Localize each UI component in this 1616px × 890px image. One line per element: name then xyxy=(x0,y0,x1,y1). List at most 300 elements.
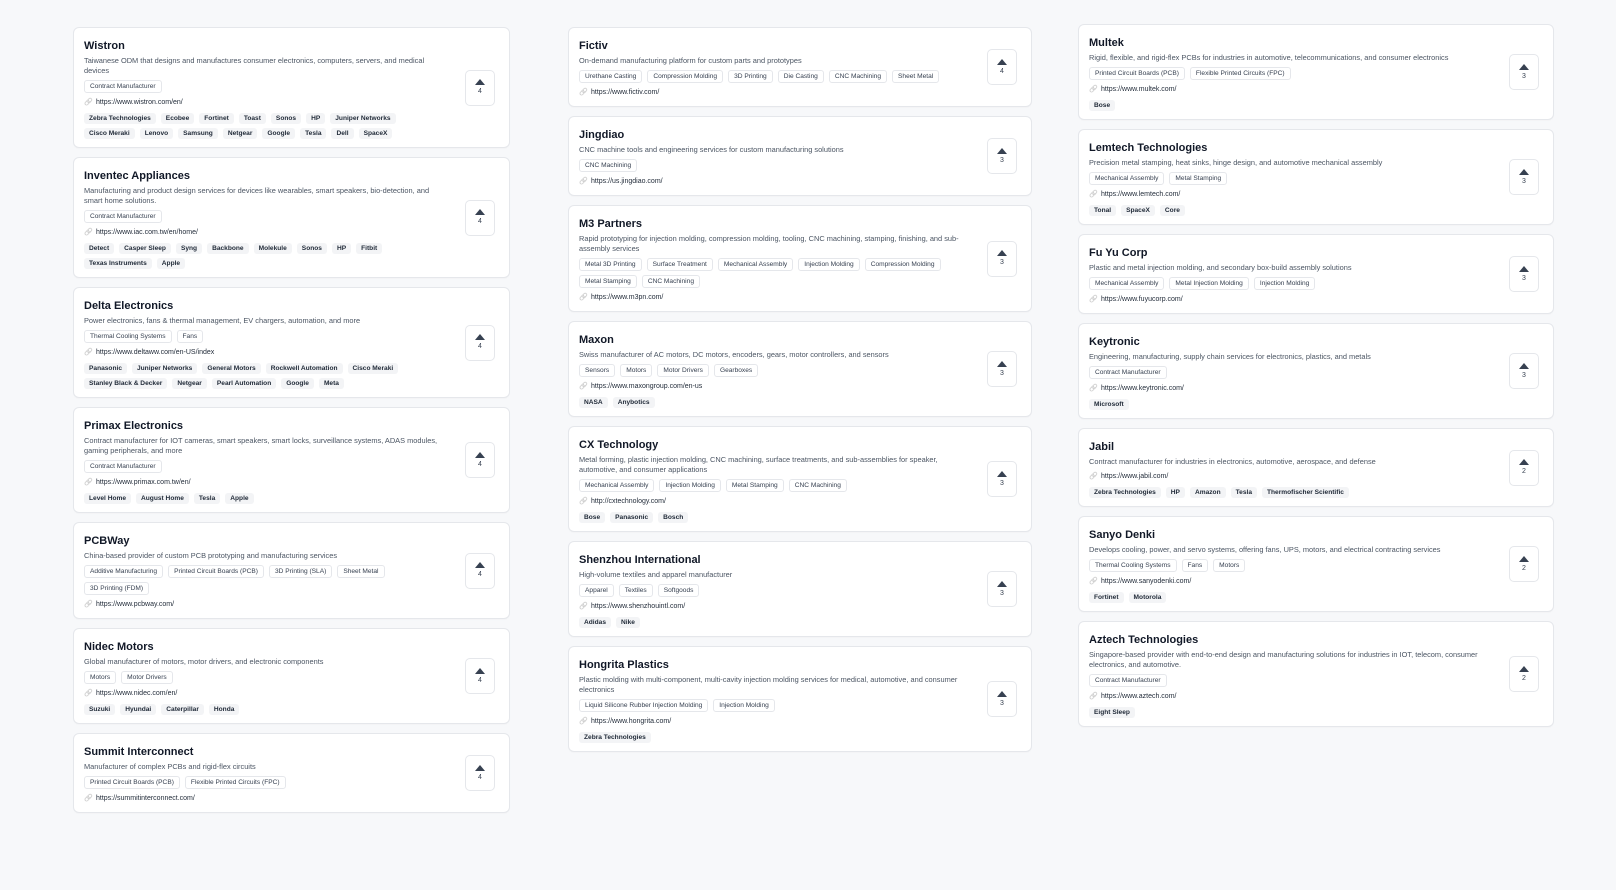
customer-tag[interactable]: Stanley Black & Decker xyxy=(84,378,167,389)
customer-tag[interactable]: Sonos xyxy=(297,243,327,254)
customer-tag[interactable]: Tonal xyxy=(1089,205,1116,216)
company-card[interactable] xyxy=(1078,234,1554,314)
customer-tag[interactable]: General Motors xyxy=(202,363,260,374)
website-url[interactable]: https://www.shenzhouintl.com/ xyxy=(591,603,686,610)
category-tags xyxy=(1089,366,1493,379)
website-link[interactable] xyxy=(84,228,449,238)
category-tags xyxy=(1089,67,1493,80)
upvote-count: 2 xyxy=(1522,674,1526,682)
category-tag[interactable]: Printed Circuit Boards (PCB) xyxy=(1089,67,1185,80)
website-link[interactable] xyxy=(84,478,449,488)
customer-tag[interactable]: Nike xyxy=(616,617,640,628)
link-icon: 🔗 xyxy=(1089,578,1098,585)
customer-tag[interactable]: Apple xyxy=(157,258,185,269)
customer-tag[interactable]: Thermofischer Scientific xyxy=(1262,487,1349,498)
category-tag[interactable]: Textiles xyxy=(619,584,653,597)
customer-tag[interactable]: Hyundai xyxy=(120,704,156,715)
link-icon: 🔗 xyxy=(579,89,588,96)
category-tag[interactable]: Mechanical Assembly xyxy=(1089,277,1164,290)
upvote-arrow-icon xyxy=(475,668,485,674)
customer-tag[interactable]: Cisco Meraki xyxy=(84,128,135,139)
website-url[interactable]: https://www.maxongroup.com/en-us xyxy=(591,383,703,390)
upvote-count: 4 xyxy=(478,218,482,225)
category-tags xyxy=(579,699,971,712)
category-tag[interactable]: CNC Machining xyxy=(789,479,847,492)
customer-tag[interactable]: Zebra Technologies xyxy=(84,113,156,124)
company-card[interactable] xyxy=(568,27,1032,107)
category-tag[interactable]: Compression Molding xyxy=(865,258,941,271)
customer-tag[interactable]: HP xyxy=(332,243,351,254)
website-url[interactable]: https://www.jabil.com/ xyxy=(1101,473,1169,480)
customer-tag[interactable]: Juniper Networks xyxy=(132,363,197,374)
category-tag[interactable]: Gearboxes xyxy=(714,364,758,377)
company-description: China-based provider of custom PCB prototyping and manufacturing services xyxy=(84,551,338,560)
upvote-button[interactable] xyxy=(987,138,1017,174)
category-tag[interactable]: Contract Manufacturer xyxy=(84,210,162,223)
customer-tag[interactable]: Panasonic xyxy=(610,512,653,523)
website-url[interactable]: https://www.pcbway.com/ xyxy=(96,601,175,608)
website-link[interactable] xyxy=(579,88,971,98)
website-link[interactable] xyxy=(579,177,971,187)
company-name[interactable]: Summit Interconnect xyxy=(84,746,194,758)
website-url[interactable]: https://www.fuyucorp.com/ xyxy=(1101,296,1183,303)
customer-tag[interactable]: Backbone xyxy=(207,243,249,254)
company-card[interactable] xyxy=(568,321,1032,417)
company-name[interactable]: Jabil xyxy=(1089,441,1115,453)
website-url[interactable]: https://www.aztech.com/ xyxy=(1101,693,1177,700)
category-tag[interactable]: 3D Printing (SLA) xyxy=(269,565,332,578)
company-card[interactable] xyxy=(73,157,510,278)
upvote-count: 3 xyxy=(1522,177,1526,185)
company-name[interactable]: Multek xyxy=(1089,37,1124,49)
website-url[interactable]: https://www.sanyodenki.com/ xyxy=(1101,578,1192,585)
upvote-arrow-icon xyxy=(1519,459,1529,465)
upvote-arrow-icon xyxy=(475,765,485,771)
customer-tag[interactable]: Bose xyxy=(1089,100,1115,111)
company-description: Power electronics, fans & thermal management, EV chargers, automation, and more xyxy=(84,316,361,325)
company-description: On-demand manufacturing platform for custom parts and prototypes xyxy=(579,56,802,65)
website-link[interactable] xyxy=(1089,384,1493,394)
link-icon: 🔗 xyxy=(84,601,93,608)
website-url[interactable]: https://www.deltaww.com/en-US/index xyxy=(96,349,215,356)
website-link[interactable] xyxy=(1089,85,1493,95)
company-name[interactable]: Fictiv xyxy=(579,40,608,52)
customer-tag[interactable]: Tesla xyxy=(194,493,220,504)
customer-tag[interactable]: Lenovo xyxy=(140,128,173,139)
category-tag[interactable]: Metal 3D Printing xyxy=(579,258,642,271)
customer-tag[interactable]: Apple xyxy=(225,493,253,504)
upvote-arrow-icon xyxy=(997,581,1007,587)
customer-tag[interactable]: Netgear xyxy=(223,128,258,139)
website-link[interactable] xyxy=(84,689,449,699)
link-icon: 🔗 xyxy=(579,383,588,390)
upvote-count: 4 xyxy=(1000,67,1004,75)
company-card[interactable] xyxy=(1078,428,1554,507)
category-tag[interactable]: Injection Molding xyxy=(798,258,859,271)
customer-tag[interactable]: Casper Sleep xyxy=(119,243,171,254)
category-tag[interactable]: Flexible Printed Circuits (FPC) xyxy=(1190,67,1291,80)
customer-tag[interactable]: Samsung xyxy=(178,128,218,139)
company-card[interactable] xyxy=(73,628,510,724)
category-tags xyxy=(84,210,449,223)
category-tag[interactable]: Apparel xyxy=(579,584,614,597)
website-link[interactable] xyxy=(579,382,971,392)
upvote-count: 3 xyxy=(1000,589,1004,597)
upvote-count: 4 xyxy=(478,460,482,468)
category-tag[interactable]: Mechanical Assembly xyxy=(579,479,654,492)
customer-tag[interactable]: Rockwell Automation xyxy=(266,363,343,374)
customer-tags xyxy=(1089,205,1493,216)
company-description: Plastic molding with multi-component, multi-cavity injection molding services for medical, automotive, and consumer electronics xyxy=(579,675,958,694)
category-tag[interactable]: Surface Treatment xyxy=(647,258,713,271)
upvote-arrow-icon xyxy=(475,209,485,215)
customer-tag[interactable]: Syng xyxy=(176,243,202,254)
website-url[interactable]: https://www.multek.com/ xyxy=(1101,86,1177,93)
website-link[interactable] xyxy=(579,602,971,612)
customer-tag[interactable]: Toast xyxy=(239,113,266,124)
company-card[interactable] xyxy=(73,27,510,148)
category-tag[interactable]: Additive Manufacturing xyxy=(84,565,163,578)
customer-tag[interactable]: SpaceX xyxy=(1121,205,1155,216)
upvote-count: 3 xyxy=(1000,156,1004,164)
upvote-arrow-icon xyxy=(997,691,1007,697)
link-icon: 🔗 xyxy=(1089,693,1098,700)
company-card[interactable] xyxy=(73,522,510,619)
website-url[interactable]: https://www.fictiv.com/ xyxy=(591,89,660,96)
company-name[interactable]: PCBWay xyxy=(84,535,130,547)
customer-tag[interactable]: Bosch xyxy=(658,512,688,523)
company-name[interactable]: Shenzhou International xyxy=(579,554,701,566)
upvote-button[interactable] xyxy=(465,325,495,361)
customer-tag[interactable]: Fortinet xyxy=(1089,592,1124,603)
company-name[interactable]: Jingdiao xyxy=(579,129,625,141)
company-name[interactable]: Nidec Motors xyxy=(84,641,154,653)
company-card[interactable] xyxy=(73,407,510,513)
column-middle xyxy=(568,27,1032,752)
category-tag[interactable]: Sheet Metal xyxy=(892,70,939,83)
customer-tag[interactable]: SpaceX xyxy=(359,128,393,139)
customer-tag[interactable]: Panasonic xyxy=(84,363,127,374)
category-tag[interactable]: Metal Stamping xyxy=(579,275,637,288)
company-card[interactable] xyxy=(568,116,1032,196)
company-name[interactable]: Sanyo Denki xyxy=(1089,529,1156,541)
category-tags xyxy=(1089,559,1493,572)
company-name[interactable]: Fu Yu Corp xyxy=(1089,247,1148,259)
category-tag[interactable]: Fans xyxy=(177,330,204,343)
customer-tag[interactable]: Fortinet xyxy=(199,113,234,124)
website-url[interactable]: http://cxtechnology.com/ xyxy=(591,498,666,505)
customer-tag[interactable]: Motorola xyxy=(1129,592,1167,603)
customer-tag[interactable]: August Home xyxy=(136,493,189,504)
customer-tag[interactable]: Meta xyxy=(319,378,344,389)
company-name[interactable]: Primax Electronics xyxy=(84,420,184,432)
category-tag[interactable]: Urethane Casting xyxy=(579,70,642,83)
website-url[interactable]: https://www.primax.com.tw/en/ xyxy=(96,479,191,486)
upvote-count: 3 xyxy=(1000,259,1004,266)
category-tags xyxy=(84,671,449,684)
website-link[interactable] xyxy=(84,98,449,108)
category-tag[interactable]: 3D Printing xyxy=(728,70,773,83)
category-tag[interactable]: Sensors xyxy=(579,364,615,377)
link-icon: 🔗 xyxy=(579,294,588,301)
customer-tag[interactable]: Microsoft xyxy=(1089,399,1129,410)
category-tag[interactable]: Thermal Cooling Systems xyxy=(84,330,172,343)
category-tag[interactable]: Sheet Metal xyxy=(337,565,384,578)
customer-tag[interactable]: NASA xyxy=(579,397,608,408)
category-tag[interactable]: Contract Manufacturer xyxy=(1089,366,1167,379)
company-card[interactable] xyxy=(1078,621,1554,727)
upvote-button[interactable] xyxy=(987,461,1017,497)
category-tag[interactable]: Die Casting xyxy=(778,70,824,83)
customer-tag[interactable]: Pearl Automation xyxy=(212,378,276,389)
customer-tag[interactable]: Sonos xyxy=(271,113,301,124)
upvote-arrow-icon xyxy=(997,250,1007,256)
upvote-count: 4 xyxy=(478,676,482,684)
link-icon: 🔗 xyxy=(1089,473,1098,480)
company-name[interactable]: Lemtech Technologies xyxy=(1089,142,1208,154)
category-tag[interactable]: Thermal Cooling Systems xyxy=(1089,559,1177,572)
upvote-button[interactable] xyxy=(1509,546,1539,582)
company-name[interactable]: Wistron xyxy=(84,40,125,52)
link-icon: 🔗 xyxy=(579,718,588,725)
customer-tag[interactable]: Molekule xyxy=(254,243,292,254)
customer-tag[interactable]: Google xyxy=(262,128,295,139)
customer-tag[interactable]: Caterpillar xyxy=(161,704,204,715)
upvote-button[interactable] xyxy=(987,571,1017,607)
customer-tag[interactable]: Adidas xyxy=(579,617,611,628)
company-card[interactable] xyxy=(1078,24,1554,120)
company-card[interactable] xyxy=(568,541,1032,637)
customer-tags xyxy=(579,512,971,523)
link-icon: 🔗 xyxy=(579,603,588,610)
company-name[interactable]: M3 Partners xyxy=(579,218,642,230)
category-tags xyxy=(84,460,449,473)
category-tag[interactable]: Printed Circuit Boards (PCB) xyxy=(168,565,264,578)
category-tag[interactable]: 3D Printing (FDM) xyxy=(84,582,149,595)
upvote-button[interactable] xyxy=(987,681,1017,717)
category-tag[interactable]: CNC Machining xyxy=(579,159,637,172)
customer-tag[interactable]: Fitbit xyxy=(356,243,382,254)
website-link[interactable] xyxy=(84,348,449,358)
category-tag[interactable]: Metal Injection Molding xyxy=(1169,277,1248,290)
customer-tag[interactable]: Detect xyxy=(84,243,114,254)
customer-tag[interactable]: Honda xyxy=(209,704,240,715)
customer-tag[interactable]: HP xyxy=(1166,487,1185,498)
company-card[interactable] xyxy=(568,205,1032,312)
website-url[interactable]: https://www.nidec.com/en/ xyxy=(96,690,178,697)
category-tags xyxy=(1089,277,1493,290)
upvote-button[interactable] xyxy=(465,200,495,236)
category-tag[interactable]: Mechanical Assembly xyxy=(1089,172,1164,185)
website-url[interactable]: https://www.keytronic.com/ xyxy=(1101,385,1184,392)
customer-tag[interactable]: Texas Instruments xyxy=(84,258,152,269)
upvote-button[interactable] xyxy=(1509,256,1539,292)
upvote-button[interactable] xyxy=(1509,656,1539,692)
customer-tag[interactable]: Zebra Technologies xyxy=(1089,487,1161,498)
company-name[interactable]: CX Technology xyxy=(579,439,659,451)
website-url[interactable]: https://us.jingdiao.com/ xyxy=(591,178,663,185)
website-url[interactable]: https://www.lemtech.com/ xyxy=(1101,191,1181,198)
customer-tag[interactable]: Google xyxy=(281,378,314,389)
website-link[interactable] xyxy=(579,717,971,727)
upvote-arrow-icon xyxy=(475,452,485,458)
company-card[interactable] xyxy=(568,646,1032,752)
company-description: Plastic and metal injection molding, and secondary box-build assembly solutions xyxy=(1089,263,1352,272)
upvote-button[interactable] xyxy=(1509,159,1539,195)
company-name[interactable]: Maxon xyxy=(579,334,614,346)
upvote-button[interactable] xyxy=(465,658,495,694)
link-icon: 🔗 xyxy=(1089,296,1098,303)
category-tag[interactable]: Liquid Silicone Rubber Injection Molding xyxy=(579,699,708,712)
upvote-button[interactable] xyxy=(987,49,1017,85)
customer-tag[interactable]: Juniper Networks xyxy=(330,113,395,124)
link-icon: 🔗 xyxy=(1089,86,1098,93)
company-description: Rigid, flexible, and rigid-flex PCBs for industries in automotive, telecommunications, and consumer electronics xyxy=(1089,53,1449,62)
customer-tag[interactable]: Zebra Technologies xyxy=(579,732,651,743)
customer-tag[interactable]: Suzuki xyxy=(84,704,115,715)
website-link[interactable] xyxy=(579,497,971,507)
upvote-count: 2 xyxy=(1522,564,1526,572)
upvote-button[interactable] xyxy=(987,351,1017,387)
category-tag[interactable]: Compression Molding xyxy=(647,70,723,83)
upvote-arrow-icon xyxy=(997,59,1007,65)
customer-tag[interactable]: Amazon xyxy=(1190,487,1226,498)
category-tags xyxy=(84,330,449,343)
category-tag[interactable]: Softgoods xyxy=(658,584,700,597)
category-tag[interactable]: Injection Molding xyxy=(1254,277,1315,290)
company-card[interactable] xyxy=(1078,516,1554,612)
upvote-count: 3 xyxy=(1000,699,1004,707)
upvote-count: 4 xyxy=(478,571,482,578)
category-tag[interactable]: Motor Drivers xyxy=(121,671,173,684)
website-link[interactable] xyxy=(1089,692,1493,702)
company-name[interactable]: Hongrita Plastics xyxy=(579,659,669,671)
category-tags xyxy=(84,776,449,789)
upvote-arrow-icon xyxy=(1519,64,1529,70)
upvote-count: 4 xyxy=(478,343,482,350)
customer-tag[interactable]: Cisco Meraki xyxy=(348,363,399,374)
link-icon: 🔗 xyxy=(84,690,93,697)
website-link[interactable] xyxy=(84,794,449,804)
website-url[interactable]: https://summitinterconnect.com/ xyxy=(96,795,195,802)
upvote-button[interactable] xyxy=(465,755,495,791)
website-link[interactable] xyxy=(1089,577,1493,587)
category-tag[interactable]: Metal Stamping xyxy=(1169,172,1227,185)
customer-tag[interactable]: Tesla xyxy=(1231,487,1257,498)
customer-tag[interactable]: Bose xyxy=(579,512,605,523)
customer-tag[interactable]: Core xyxy=(1160,205,1185,216)
website-url[interactable]: https://www.m3pn.com/ xyxy=(591,294,664,301)
company-description: Swiss manufacturer of AC motors, DC motors, encoders, gears, motor controllers, and sensors xyxy=(579,350,889,359)
link-icon: 🔗 xyxy=(1089,191,1098,198)
upvote-arrow-icon xyxy=(997,148,1007,154)
link-icon: 🔗 xyxy=(579,498,588,505)
website-url[interactable]: https://www.wistron.com/en/ xyxy=(96,99,183,106)
link-icon: 🔗 xyxy=(84,99,93,106)
category-tag[interactable]: Motor Drivers xyxy=(657,364,709,377)
upvote-button[interactable] xyxy=(465,70,495,106)
company-card[interactable] xyxy=(73,733,510,813)
category-tags xyxy=(84,80,449,93)
category-tag[interactable]: Motors xyxy=(1213,559,1245,572)
website-url[interactable]: https://www.iac.com.tw/en/home/ xyxy=(96,229,198,236)
customer-tags xyxy=(84,493,449,504)
category-tag[interactable]: Contract Manufacturer xyxy=(1089,674,1167,687)
category-tag[interactable]: Printed Circuit Boards (PCB) xyxy=(84,776,180,789)
upvote-button[interactable] xyxy=(1509,450,1539,486)
website-link[interactable] xyxy=(1089,190,1493,200)
customer-tag[interactable]: Level Home xyxy=(84,493,131,504)
upvote-arrow-icon xyxy=(997,361,1007,367)
category-tag[interactable]: Motors xyxy=(84,671,116,684)
company-name[interactable]: Inventec Appliances xyxy=(84,170,190,182)
website-link[interactable] xyxy=(579,293,971,303)
upvote-button[interactable] xyxy=(1509,353,1539,389)
upvote-arrow-icon xyxy=(1519,666,1529,672)
company-description: Contract manufacturer for industries in electronics, automotive, aerospace, and defense xyxy=(1089,457,1376,466)
category-tag[interactable]: CNC Machining xyxy=(829,70,887,83)
upvote-button[interactable] xyxy=(465,442,495,478)
category-tag[interactable]: Fans xyxy=(1182,559,1209,572)
company-name[interactable]: Aztech Technologies xyxy=(1089,634,1199,646)
category-tag[interactable]: Injection Molding xyxy=(659,479,720,492)
customer-tag[interactable]: Netgear xyxy=(172,378,207,389)
company-card[interactable] xyxy=(568,426,1032,532)
category-tag[interactable]: CNC Machining xyxy=(642,275,700,288)
category-tag[interactable]: Injection Molding xyxy=(713,699,774,712)
website-link[interactable] xyxy=(1089,472,1493,482)
company-name[interactable]: Keytronic xyxy=(1089,336,1140,348)
company-card[interactable] xyxy=(1078,129,1554,225)
company-description: Taiwanese ODM that designs and manufactures consumer electronics, computers, servers, and medical devices xyxy=(84,56,425,75)
category-tag[interactable]: Contract Manufacturer xyxy=(84,460,162,473)
company-card[interactable] xyxy=(1078,323,1554,419)
customer-tag[interactable]: Ecobee xyxy=(161,113,194,124)
website-link[interactable] xyxy=(84,600,449,610)
upvote-arrow-icon xyxy=(475,334,485,340)
company-description: Engineering, manufacturing, supply chain services for electronics, plastics, and metals xyxy=(1089,352,1371,361)
customer-tag[interactable]: HP xyxy=(306,113,325,124)
customer-tag[interactable]: Tesla xyxy=(300,128,326,139)
customer-tag[interactable]: Eight Sleep xyxy=(1089,707,1135,718)
category-tag[interactable]: Metal Stamping xyxy=(726,479,784,492)
company-description: Rapid prototyping for injection molding, compression molding, tooling, CNC machining, stamping, finishing, and sub-assembly services xyxy=(579,234,959,253)
category-tag[interactable]: Contract Manufacturer xyxy=(84,80,162,93)
company-description: CNC machine tools and engineering services for custom manufacturing solutions xyxy=(579,145,844,154)
category-tag[interactable]: Motors xyxy=(620,364,652,377)
upvote-arrow-icon xyxy=(1519,266,1529,272)
website-link[interactable] xyxy=(1089,295,1493,305)
website-url[interactable]: https://www.hongrita.com/ xyxy=(591,718,672,725)
company-description: Manufacturing and product design services for devices like wearables, smart speakers, bio-detection, and smart home solutions. xyxy=(84,186,430,205)
upvote-arrow-icon xyxy=(1519,363,1529,369)
upvote-button[interactable] xyxy=(987,241,1017,277)
customer-tags xyxy=(84,243,449,269)
customer-tag[interactable]: Dell xyxy=(331,128,353,139)
upvote-button[interactable] xyxy=(1509,54,1539,90)
upvote-button[interactable] xyxy=(465,553,495,589)
customer-tags xyxy=(579,617,971,628)
customer-tags xyxy=(579,732,971,743)
company-name[interactable]: Delta Electronics xyxy=(84,300,174,312)
company-card[interactable] xyxy=(73,287,510,398)
customer-tags xyxy=(1089,487,1493,498)
category-tag[interactable]: Flexible Printed Circuits (FPC) xyxy=(185,776,286,789)
customer-tag[interactable]: Anybotics xyxy=(613,397,655,408)
link-icon: 🔗 xyxy=(84,229,93,236)
company-description: High-volume textiles and apparel manufacturer xyxy=(579,570,733,579)
category-tag[interactable]: Mechanical Assembly xyxy=(718,258,793,271)
